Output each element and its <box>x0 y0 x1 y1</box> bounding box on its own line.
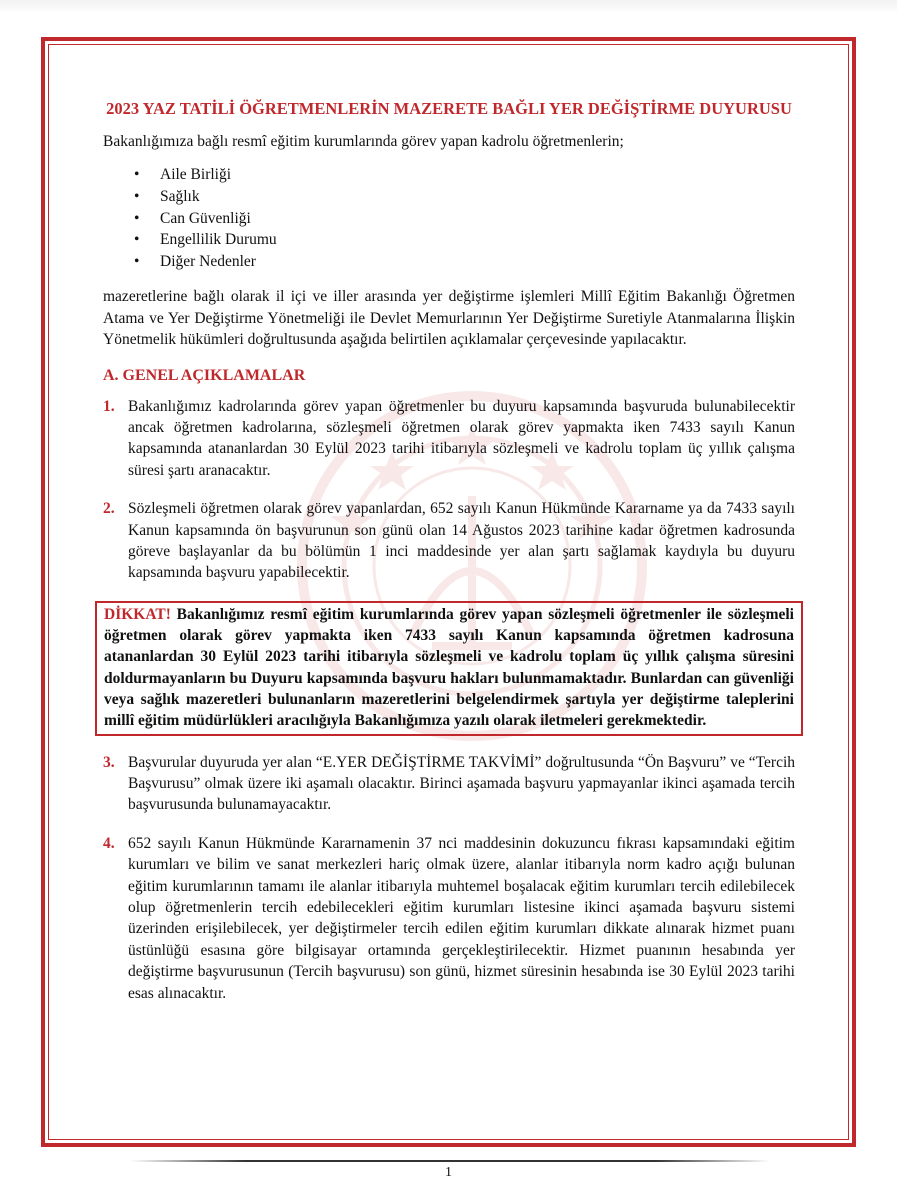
list-item: • Aile Birliği <box>103 164 795 186</box>
numbered-item-3 <box>103 752 795 816</box>
item-text: 652 sayılı Kanun Hükmünde Kararnamenin 37 nci maddesinin dokuzuncu fıkrası kapsamındaki eğitim kurumları ve bilim ve sanat merkezleri hariç olmak üzere, alanlar itibarıyla norm kadro açığı bulunan eğitim kurumlarının tamamı ile alanlar itibarıyla muhtemel boşalacak eğitim kurumları tercih edilebilecek olup öğretmenlerin tercih edebilecekleri eğitim kurumları listesine ikinci aşamada başvuru sistemi üzerinden erişilebilecek, yer değiştirmeler tercih edilen eğitim kurumları dikkate alınarak hizmet puanı üstünlüğü esasına göre bilgisayar ortamında gerçekleştirilecektir. Hizmet puanının hesabında yer değiştirme başvurusunun (Tercih başvurusu) son günü, hizmet süresinin hesabında ise 30 Eylül 2023 tarihi esas alınacaktır. <box>128 834 795 1002</box>
list-item: • Diğer Nedenler <box>103 251 795 273</box>
regulation-paragraph: mazeretlerine bağlı olarak il içi ve iller arasında yer değiştirme işlemleri Millî Eğitim Bakanlığı Öğretmen Atama ve Yer Değiştirme Yönetmeliği ile Devlet Memurlarının Yer Değiştirme Suretiyle Atanmalarına İlişkin Yönetmelik hükümleri doğrultusunda aşağıda belirtilen açıklamalar çerçevesinde yapılacaktır. <box>103 288 795 349</box>
item-text: Sözleşmeli öğretmen olarak görev yapanlardan, 652 sayılı Kanun Hükmünde Kararname ya da 7433 sayılı Kanun kapsamında ön başvurunun son günü olan 14 Ağustos 2023 tarihine kadar öğretmen kadrosunda göreve başlayanlar da bu bölümün 1 inci maddesinde yer alan şartı sağlamak kaydıyla bu duyuru kapsamında başvuru yapabilecektir. <box>128 500 795 582</box>
item-number: 3. <box>103 753 115 771</box>
list-item: • Engellilik Durumu <box>103 229 795 251</box>
bullet-icon: • <box>134 231 140 249</box>
warning-box <box>95 601 803 736</box>
numbered-item-2 <box>103 498 795 584</box>
document-title: 2023 YAZ TATİLİ ÖĞRETMENLERİN MAZERETE BAĞLI YER DEĞİŞTİRME DUYURUSU <box>106 99 792 118</box>
bullet-icon: • <box>134 209 140 227</box>
page-number: 1 <box>445 1165 452 1180</box>
warning-label: DİKKAT! <box>104 605 171 623</box>
section-heading: A. GENEL AÇIKLAMALAR <box>103 366 306 384</box>
bullet-icon: • <box>134 188 140 205</box>
numbered-item-4 <box>103 833 795 1004</box>
bullet-icon: • <box>134 252 140 270</box>
item-number: 2. <box>103 500 115 518</box>
numbered-item-1 <box>103 396 795 482</box>
warning-text: Bakanlığımız resmî eğitim kurumlarında görev yapan sözleşmeli öğretmenler ile sözleşmeli öğretmen olarak görev yapmakta iken 7433 sayılı Kanun kapsamında öğretmen kadrosuna atananlardan 30 Eylül 2023 tarihi itibarıyla sözleşmeli ve kadrolu toplam üç yıllık çalışma süresini doldurmayanların bu Duyuru kapsamında başvuru hakları bulunmamaktadır. Bunlardan can güvenliği veya sağlık mazeretleri bulunanların mazeretlerini belgelendirmek şartıyla yer değiştirme taleplerini millî eğitim müdürlükleri aracılığıyla Bakanlığımıza yazılı olarak iletmeleri gerekmektedir. <box>104 605 794 730</box>
item-text: Bakanlığımız kadrolarında görev yapan öğretmenler bu duyuru kapsamında başvuruda bulunabilecektir ancak öğretmen kadrolarına, sözleşmeli öğretmen olarak görev yapmakta iken 7433 sayılı Kanun kapsamında atananlardan 30 Eylül 2023 tarihi itibarıyla sözleşmeli ve kadrolu toplam üç yıllık çalışma süresi şartı aranacaktır. <box>128 397 795 479</box>
document-body <box>103 98 795 1021</box>
intro-text: Bakanlığımıza bağlı resmî eğitim kurumlarında görev yapan kadrolu öğretmenlerin; <box>103 133 624 150</box>
footer-divider <box>130 1160 770 1162</box>
item-text: Başvurular duyuruda yer alan “E.YER DEĞİŞTİRME TAKVİMİ” doğrultusunda “Ön Başvuru” ve “Tercih Başvurusu” olmak üzere iki aşamalı olacaktır. Birinci aşamada başvuru yapmayanlar ikinci aşamada tercih başvurusunda bulunamayacaktır. <box>128 753 795 814</box>
bullet-icon: • <box>134 166 140 184</box>
reason-list <box>103 164 795 272</box>
item-number: 4. <box>103 834 115 852</box>
list-item: • Sağlık <box>103 186 795 208</box>
list-item: • Can Güvenliği <box>103 208 795 230</box>
item-number: 1. <box>103 397 115 415</box>
